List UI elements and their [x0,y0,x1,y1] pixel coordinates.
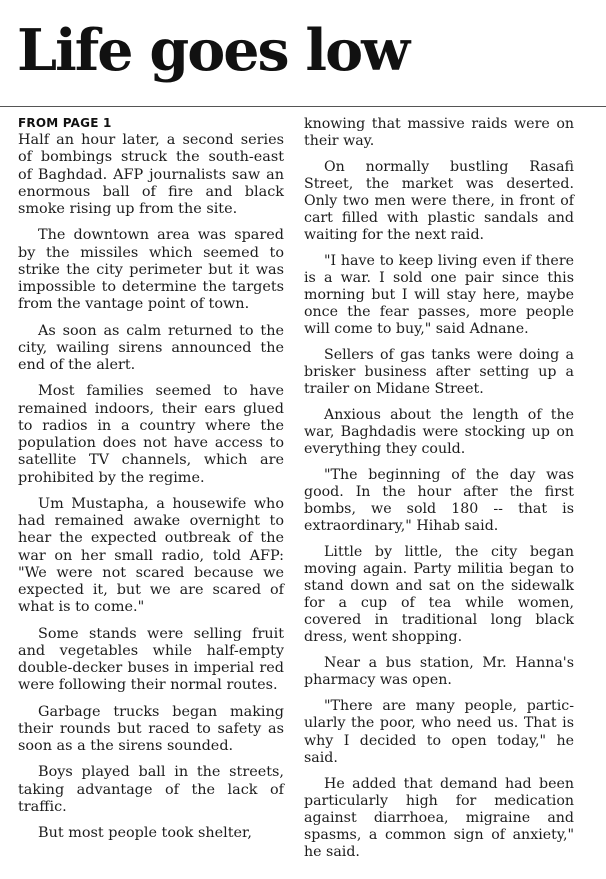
paragraph: The downtown area was spared by the missiles which seemed to strike the city perimeter but it was impossible to determine the targets from the vantage point of town. [18,227,284,313]
article-column-right [304,116,574,870]
headline: Life goes low [17,17,409,84]
paragraph: Boys played ball in the streets, taking advantage of the lack of traffic. [18,764,284,815]
paragraph: He added that demand had been particularly high for medication against diarrhoea, migraine and spasms, a common sign of anxiety," he said. [304,775,574,860]
paragraph: Most families seemed to have remained indoors, their ears glued to radios in a country where the population does not have access to satellite TV channels, which are prohibited by the regime. [18,383,284,486]
paragraph: Sellers of gas tanks were doing a brisker business after setting up a trailer on Midane Street. [304,347,574,398]
paragraph: Near a bus station, Mr. Hanna's pharmacy was open. [304,655,574,689]
paragraph: knowing that massive raids were on their way. [304,116,574,150]
paragraph: But most people took shelter, [38,825,252,841]
paragraph: "I have to keep living even if there is a war. I sold one pair since this morning but I will stay here, maybe once the fear passes, more people will come to buy," said Adnane. [304,253,574,338]
article-column-left [18,116,284,851]
paragraph: "There are many people, particularly the poor, who need us. That is why I decided to open today," he said. [304,698,574,766]
paragraph: Um Mustapha, a housewife who had remained awake overnight to hear the expected outbreak of the war on her small radio, told AFP: "We were not scared because we expected it, but we are scared of what is to come." [18,495,284,616]
paragraph: Half an hour later, a second series of bombings struck the south-east of Baghdad. AFP journalists saw an enormous ball of fire and black smoke rising up from the site. [18,132,284,217]
paragraph: Little by little, the city began moving again. Party militia began to stand down and sat on the sidewalk for a cup of tea while women, covered in traditional long black dress, went shopping. [304,544,574,646]
paragraph: "The beginning of the day was good. In the hour after the first bombs, we sold 180 -- that is extraordinary," Hihab said. [304,467,574,535]
paragraph: Garbage trucks began making their rounds but raced to safety as soon as a the sirens sounded. [18,703,284,754]
paragraph: Some stands were selling fruit and vegetables while half-empty double-decker buses in imperial red were following their normal routes. [18,625,284,694]
headline-rule [0,106,606,107]
paragraph: Anxious about the length of the war, Baghdadis were stocking up on everything they could. [304,407,574,458]
paragraph: On normally bustling Rasafi Street, the market was deserted. Only two men were there, in front of cart filled with plastic sandals and waiting for the next raid. [304,159,574,244]
kicker: FROM PAGE 1 [18,116,112,130]
paragraph: As soon as calm returned to the city, wailing sirens announced the end of the alert. [18,322,284,373]
